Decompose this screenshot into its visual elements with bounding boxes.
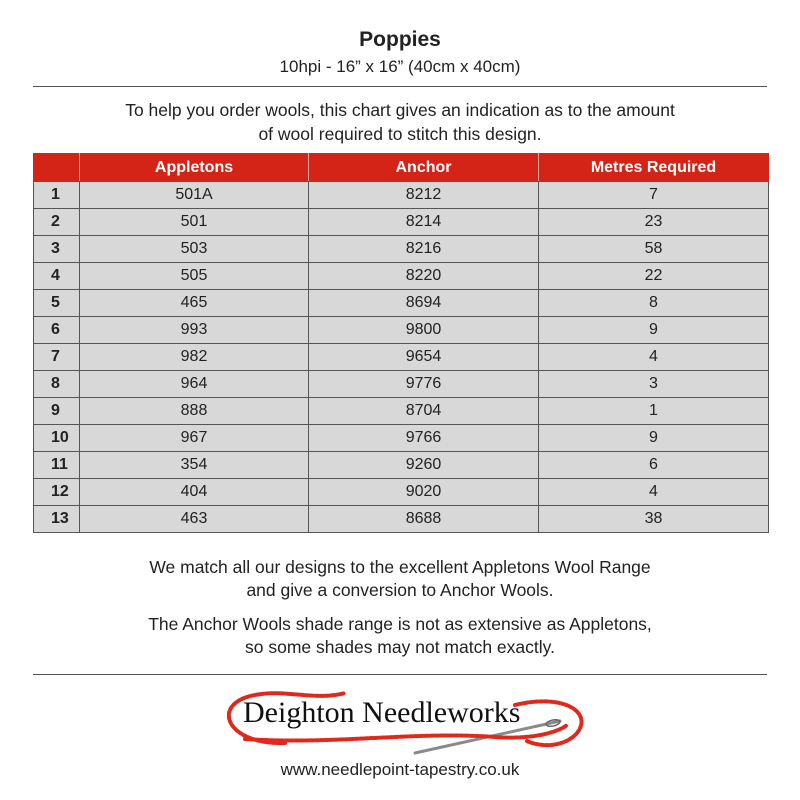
- table-row: [34, 236, 769, 263]
- metres-required: 4: [539, 344, 769, 371]
- anchor-shade: 8704: [309, 398, 539, 425]
- table-row: [34, 479, 769, 506]
- column-header-metres: Metres Required: [539, 154, 769, 182]
- row-number: 4: [34, 263, 80, 290]
- column-header-number: [34, 154, 80, 182]
- metres-required: 3: [539, 371, 769, 398]
- anchor-shade: 9020: [309, 479, 539, 506]
- table-row: [34, 398, 769, 425]
- range-note: [0, 613, 800, 659]
- metres-required: 9: [539, 317, 769, 344]
- appletons-shade: 505: [80, 263, 309, 290]
- intro-line-1: To help you order wools, this chart gives an indication as to the amount: [125, 100, 675, 120]
- website-url: www.needlepoint-tapestry.co.uk: [280, 760, 520, 779]
- table-row: [34, 506, 769, 533]
- anchor-shade: 8216: [309, 236, 539, 263]
- appletons-shade: 982: [80, 344, 309, 371]
- anchor-shade: 8220: [309, 263, 539, 290]
- anchor-shade: 9260: [309, 452, 539, 479]
- table-row: [34, 425, 769, 452]
- metres-required: 4: [539, 479, 769, 506]
- metres-required: 23: [539, 209, 769, 236]
- metres-required: 38: [539, 506, 769, 533]
- row-number: 1: [34, 182, 80, 209]
- brand-logo-text: Deighton Needleworks: [243, 696, 521, 729]
- row-number: 10: [34, 425, 80, 452]
- anchor-shade: 8694: [309, 290, 539, 317]
- table-row: [34, 263, 769, 290]
- table-row: [34, 371, 769, 398]
- intro-text: [0, 98, 800, 146]
- match-note-line-1: We match all our designs to the excellent Appletons Wool Range: [149, 557, 651, 577]
- metres-required: 1: [539, 398, 769, 425]
- match-note: [0, 556, 800, 602]
- row-number: 13: [34, 506, 80, 533]
- appletons-shade: 503: [80, 236, 309, 263]
- appletons-shade: 967: [80, 425, 309, 452]
- row-number: 3: [34, 236, 80, 263]
- intro-line-2: of wool required to stitch this design.: [258, 124, 542, 144]
- page-title: Poppies: [359, 28, 441, 51]
- row-number: 7: [34, 344, 80, 371]
- metres-required: 6: [539, 452, 769, 479]
- range-note-line-1: The Anchor Wools shade range is not as extensive as Appletons,: [148, 614, 652, 634]
- column-header-appletons: Appletons: [80, 154, 309, 182]
- match-note-line-2: and give a conversion to Anchor Wools.: [246, 580, 554, 600]
- appletons-shade: 404: [80, 479, 309, 506]
- metres-required: 7: [539, 182, 769, 209]
- appletons-shade: 888: [80, 398, 309, 425]
- row-number: 11: [34, 452, 80, 479]
- appletons-shade: 501: [80, 209, 309, 236]
- appletons-shade: 354: [80, 452, 309, 479]
- row-number: 9: [34, 398, 80, 425]
- metres-required: 58: [539, 236, 769, 263]
- anchor-shade: 9654: [309, 344, 539, 371]
- appletons-shade: 465: [80, 290, 309, 317]
- appletons-shade: 964: [80, 371, 309, 398]
- table-row: [34, 182, 769, 209]
- column-header-anchor: Anchor: [309, 154, 539, 182]
- table-row: [34, 452, 769, 479]
- metres-required: 9: [539, 425, 769, 452]
- anchor-shade: 8688: [309, 506, 539, 533]
- table-row: [34, 317, 769, 344]
- table-row: [34, 290, 769, 317]
- table-row: [34, 344, 769, 371]
- wool-table: [33, 153, 769, 533]
- anchor-shade: 8214: [309, 209, 539, 236]
- row-number: 5: [34, 290, 80, 317]
- range-note-line-2: so some shades may not match exactly.: [245, 637, 555, 657]
- anchor-shade: 9776: [309, 371, 539, 398]
- appletons-shade: 463: [80, 506, 309, 533]
- row-number: 2: [34, 209, 80, 236]
- row-number: 12: [34, 479, 80, 506]
- top-divider: [33, 86, 767, 87]
- appletons-shade: 993: [80, 317, 309, 344]
- row-number: 6: [34, 317, 80, 344]
- page-subtitle: 10hpi - 16” x 16” (40cm x 40cm): [279, 57, 521, 76]
- row-number: 8: [34, 371, 80, 398]
- anchor-shade: 8212: [309, 182, 539, 209]
- anchor-shade: 9766: [309, 425, 539, 452]
- appletons-shade: 501A: [80, 182, 309, 209]
- bottom-divider: [33, 674, 767, 675]
- metres-required: 8: [539, 290, 769, 317]
- anchor-shade: 9800: [309, 317, 539, 344]
- table-row: [34, 209, 769, 236]
- metres-required: 22: [539, 263, 769, 290]
- table-header-row: [34, 154, 769, 182]
